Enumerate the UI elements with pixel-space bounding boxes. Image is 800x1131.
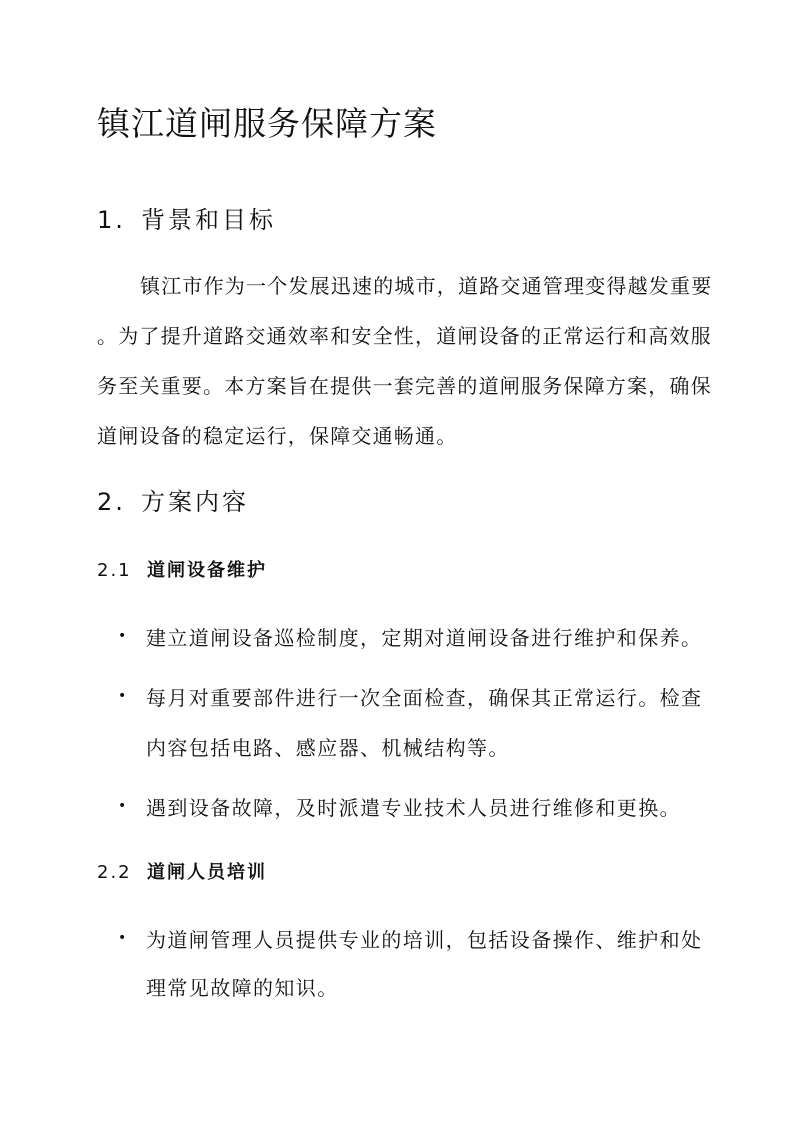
section-heading-2 [97, 482, 249, 517]
section-number: 2. [97, 488, 126, 516]
subsection-title: 道闸设备维护 [147, 560, 267, 581]
list-item: 每月对重要部件进行一次全面检查，确保其正常运行。检查 [146, 686, 703, 710]
paragraph-line: 。为了提升道路交通效率和安全性，道闸设备的正常运行和高效服 [97, 324, 712, 348]
list-item: 遇到设备故障，及时派遣专业技术人员进行维修和更换。 [146, 796, 681, 820]
subsection-heading-2-1 [97, 556, 267, 582]
bullet-icon: • [118, 628, 127, 644]
paragraph-line: 务至关重要。本方案旨在提供一套完善的道闸服务保障方案，确保 [97, 374, 712, 398]
bullet-icon: • [118, 798, 127, 814]
section-number: 1. [97, 206, 126, 234]
section-title: 方案内容 [141, 488, 249, 516]
section-heading-1 [97, 200, 276, 235]
subsection-heading-2-2 [97, 858, 267, 884]
subsection-title: 道闸人员培训 [147, 862, 267, 883]
section-title: 背景和目标 [141, 206, 276, 234]
document-title: 镇江道闸服务保障方案 [97, 104, 437, 143]
bullet-icon: • [118, 930, 127, 946]
paragraph-line: 道闸设备的稳定运行，保障交通畅通。 [97, 424, 458, 448]
list-item: 建立道闸设备巡检制度，定期对道闸设备进行维护和保养。 [146, 626, 703, 650]
list-item: 为道闸管理人员提供专业的培训，包括设备操作、维护和处 [146, 928, 703, 952]
subsection-number: 2.1 [97, 560, 132, 581]
paragraph-line: 镇江市作为一个发展迅速的城市，道路交通管理变得越发重要 [140, 274, 713, 298]
list-item-continuation: 内容包括电路、感应器、机械结构等。 [146, 736, 510, 760]
bullet-icon: • [118, 688, 127, 704]
subsection-number: 2.2 [97, 862, 132, 883]
list-item-continuation: 理常见故障的知识。 [146, 976, 339, 1000]
